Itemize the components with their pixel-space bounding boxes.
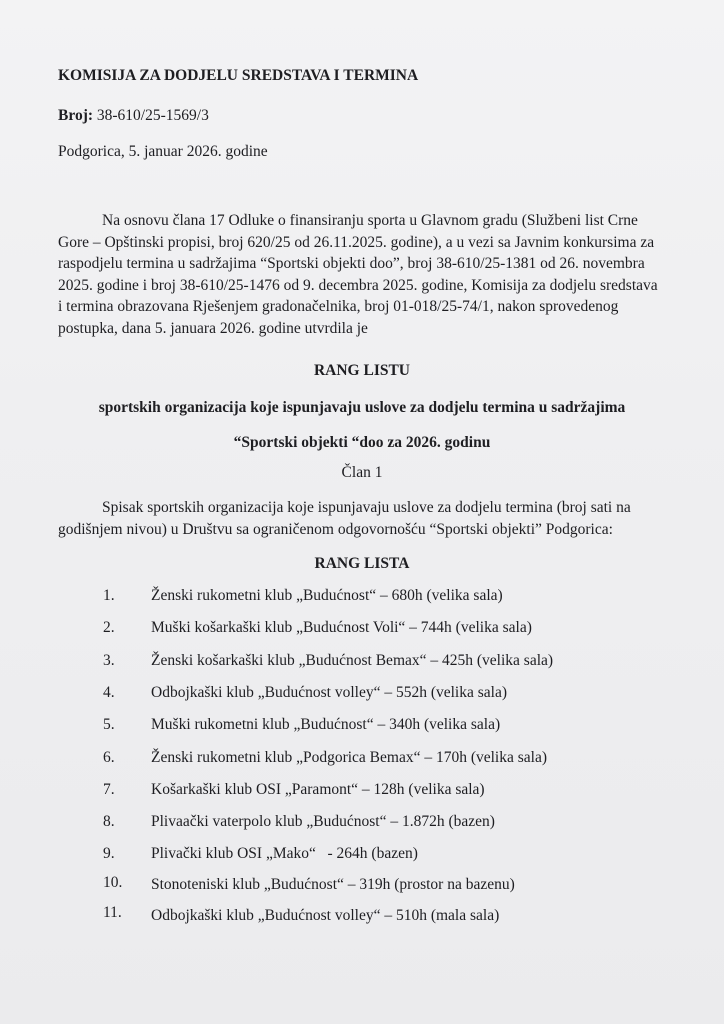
article-line: godišnjem nivou) u Društvu sa ograničenom odgovornošću “Sportski objekti” Podgorica: bbox=[58, 520, 613, 538]
list-item-number: 5. bbox=[103, 716, 115, 733]
list-item-text: Stonoteniski klub „Budućnost“ – 319h (prostor na bazenu) bbox=[151, 876, 515, 893]
rank-title: RANG LISTU bbox=[313, 362, 411, 379]
document-number bbox=[58, 106, 209, 126]
intro-paragraph bbox=[58, 210, 674, 339]
list-item-number: 2. bbox=[103, 619, 115, 636]
list-item-number: 3. bbox=[103, 652, 115, 669]
rank-list-heading: RANG LISTA bbox=[314, 555, 410, 572]
list-item-text: Muški rukometni klub „Budućnost“ – 340h (velika sala) bbox=[151, 716, 501, 733]
article-paragraph bbox=[58, 497, 674, 540]
list-item-number: 4. bbox=[103, 684, 115, 701]
list-item-text: Plivaački vaterpolo klub „Budućnost“ – 1.872h (bazen) bbox=[151, 813, 495, 830]
commission-name: KOMISIJA ZA DODJELU SREDSTAVA I TERMINA bbox=[58, 67, 419, 84]
list-item-text: Odbojkaški klub „Budućnost volley“ – 552h (velika sala) bbox=[151, 684, 508, 701]
list-item-number: 7. bbox=[103, 781, 115, 798]
list-item-text: Muški košarkaški klub „Budućnost Voli“ – 744h (velika sala) bbox=[151, 619, 532, 636]
rank-subtitle-2: “Sportski objekti “doo za 2026. godinu bbox=[233, 434, 491, 451]
list-item-number: 8. bbox=[103, 813, 115, 830]
list-item-text: Košarkaški klub OSI „Paramont“ – 128h (velika sala) bbox=[151, 781, 485, 798]
list-item-text: Ženski rukometni klub „Budućnost“ – 680h (velika sala) bbox=[151, 587, 503, 604]
list-item-number: 10. bbox=[103, 874, 123, 891]
intro-line: postupka, dana 5. januara 2026. godine utvrdila je bbox=[58, 319, 368, 337]
intro-line: Gore – Opštinski propisi, broj 620/25 od 26.11.2025. godine), a u vezi sa Javnim konkursima za bbox=[58, 233, 655, 251]
list-item-number: 1. bbox=[103, 587, 115, 604]
document-number-value: 38-610/25-1569/3 bbox=[96, 107, 209, 124]
intro-line: 2025. godine i broj 38-610/25-1476 od 9. decembra 2025. godine, Komisija za dodjelu sredstava bbox=[58, 276, 658, 294]
article-line: Spisak sportskih organizacija koje ispunjavaju uslove za dodjelu termina (broj sati na bbox=[102, 499, 631, 516]
place-date: Podgorica, 5. januar 2026. godine bbox=[58, 143, 268, 160]
intro-line: raspodjelu termina u sadržajima “Sportski objekti doo”, broj 38-610/25-1381 od 26. novembra bbox=[58, 255, 645, 272]
list-item-text: Ženski košarkaški klub „Budućnost Bemax“ – 425h (velika sala) bbox=[151, 652, 554, 669]
document-number-label: Broj: bbox=[58, 107, 94, 124]
list-item-text: Ženski rukometni klub „Podgorica Bemax“ – 170h (velika sala) bbox=[151, 749, 548, 766]
list-item-number: 9. bbox=[103, 845, 115, 862]
list-item-text: Odbojkaški klub „Budućnost volley“ – 510h (mala sala) bbox=[151, 907, 500, 924]
intro-line: Na osnovu člana 17 Odluke o finansiranju sporta u Glavnom gradu (Službeni list Crne bbox=[102, 212, 638, 229]
article-heading: Član 1 bbox=[341, 464, 383, 481]
rank-subtitle-1: sportskih organizacija koje ispunjavaju uslove za dodjelu termina u sadržajima bbox=[98, 399, 626, 416]
intro-line: i termina obrazovana Rješenjem gradonačelnika, broj 01-018/25-74/1, nakon sprovedenog bbox=[58, 298, 619, 315]
list-item-number: 11. bbox=[103, 904, 122, 921]
list-item-number: 6. bbox=[103, 749, 115, 766]
list-item-text: Plivački klub OSI „Mako“ - 264h (bazen) bbox=[151, 845, 418, 862]
